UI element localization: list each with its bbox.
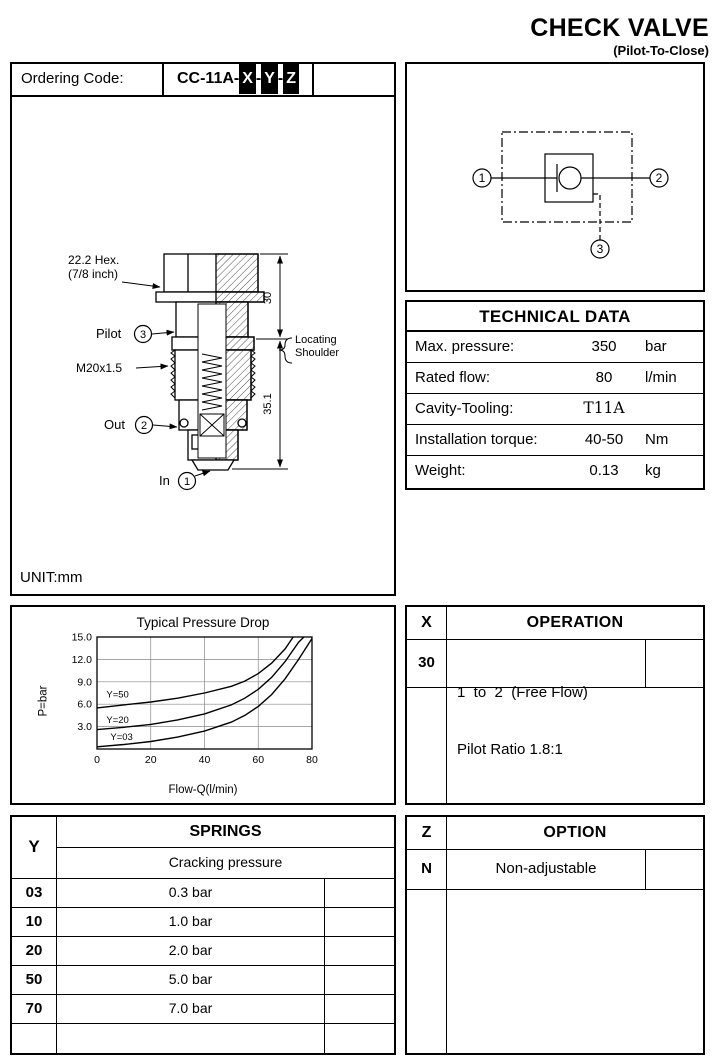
pilot-label: Pilot bbox=[96, 326, 122, 341]
page-title: CHECK VALVE bbox=[530, 14, 709, 42]
locating-shoulder-label-line1: Locating bbox=[295, 334, 337, 346]
option-title: OPTION bbox=[543, 824, 607, 841]
springs-empty-area bbox=[12, 1024, 394, 1053]
tech-unit: l/min bbox=[645, 369, 677, 386]
dimension-35-1: 35.1 bbox=[262, 393, 274, 415]
chart-x-axis-label: Flow-Q(l/min) bbox=[168, 784, 238, 796]
operation-empty-cell bbox=[645, 640, 703, 687]
out-label: Out bbox=[104, 417, 125, 432]
page-subtitle: (Pilot-To-Close) bbox=[613, 43, 709, 58]
option-empty-area bbox=[407, 890, 703, 1053]
svg-text:20: 20 bbox=[144, 754, 157, 766]
springs-column-divider bbox=[12, 1024, 57, 1053]
svg-text:40: 40 bbox=[198, 754, 211, 766]
svg-text:Y=03: Y=03 bbox=[110, 732, 133, 743]
title-block bbox=[530, 14, 709, 58]
valve-drawing-panel bbox=[10, 62, 396, 596]
table-row bbox=[12, 995, 394, 1024]
spring-code: 50 bbox=[12, 966, 57, 994]
in-port-number: 1 bbox=[183, 476, 191, 488]
table-row bbox=[12, 937, 394, 966]
spring-value: 0.3 bar bbox=[168, 884, 213, 900]
operation-description bbox=[447, 640, 645, 758]
tech-unit: bar bbox=[645, 338, 667, 355]
table-row bbox=[407, 640, 703, 758]
operation-column-key: X bbox=[407, 607, 447, 639]
valve-body-shapes bbox=[156, 254, 264, 470]
table-row bbox=[12, 908, 394, 937]
option-header-row bbox=[407, 817, 703, 850]
out-port-number: 2 bbox=[140, 420, 148, 432]
technical-data-title: TECHNICAL DATA bbox=[407, 302, 703, 332]
svg-text:3.0: 3.0 bbox=[77, 721, 92, 734]
spring-value: 1.0 bar bbox=[168, 913, 213, 929]
svg-text:Y=20: Y=20 bbox=[106, 714, 129, 726]
hex-size-label-line2: (7/8 inch) bbox=[68, 267, 119, 281]
table-row bbox=[407, 363, 703, 394]
operation-empty-area bbox=[407, 688, 703, 803]
dimension-30: 30 bbox=[262, 291, 274, 305]
tech-label: Rated flow: bbox=[415, 369, 491, 386]
spring-code: 70 bbox=[12, 995, 57, 1023]
table-row bbox=[407, 332, 703, 363]
tech-unit bbox=[645, 394, 703, 424]
thread-label: M20x1.5 bbox=[76, 361, 123, 375]
svg-text:12.0: 12.0 bbox=[71, 653, 92, 666]
unit-label: UNIT:mm bbox=[20, 569, 83, 586]
springs-subheader: Cracking pressure bbox=[168, 854, 283, 870]
spring-empty-cell bbox=[324, 908, 394, 936]
chart-title: Typical Pressure Drop bbox=[136, 615, 270, 630]
spring-empty-cell bbox=[324, 995, 394, 1023]
ordering-code-x: X bbox=[239, 64, 256, 94]
ordering-code-spacer bbox=[314, 64, 394, 95]
option-panel bbox=[405, 815, 705, 1055]
tech-value: 80 bbox=[595, 369, 613, 386]
option-column-key: Z bbox=[407, 817, 447, 849]
operation-header-row bbox=[407, 607, 703, 640]
spring-code: 20 bbox=[12, 937, 57, 965]
spring-code: 10 bbox=[12, 908, 57, 936]
tech-unit: kg bbox=[645, 462, 661, 479]
springs-header-row bbox=[12, 817, 394, 879]
symbol-port2-number: 2 bbox=[655, 171, 663, 185]
table-row bbox=[407, 850, 703, 890]
pressure-drop-chart bbox=[37, 633, 392, 779]
valve-cross-section-drawing bbox=[26, 242, 376, 512]
springs-right-divider bbox=[324, 1024, 394, 1053]
option-value: Non-adjustable bbox=[495, 860, 597, 877]
spring-empty-cell bbox=[324, 937, 394, 965]
svg-text:Y=50: Y=50 bbox=[106, 689, 129, 701]
svg-text:60: 60 bbox=[252, 754, 265, 766]
pilot-port-number: 3 bbox=[139, 329, 147, 341]
operation-column-divider bbox=[407, 688, 447, 803]
tech-value: 0.13 bbox=[589, 462, 619, 479]
tech-unit: Nm bbox=[645, 431, 669, 448]
svg-text:15.0: 15.0 bbox=[71, 633, 92, 644]
tech-value: T11A bbox=[583, 399, 625, 417]
operation-title: OPERATION bbox=[526, 614, 624, 631]
locating-shoulder-label-line2: Shoulder bbox=[295, 347, 340, 359]
option-empty-space bbox=[447, 890, 703, 1053]
table-row bbox=[12, 966, 394, 995]
in-label: In bbox=[159, 473, 170, 488]
tech-label: Weight: bbox=[415, 462, 466, 479]
springs-empty-space bbox=[57, 1024, 324, 1053]
springs-header-right bbox=[57, 817, 394, 878]
symbol-panel bbox=[405, 62, 705, 292]
spring-code: 03 bbox=[12, 879, 57, 907]
spring-value: 2.0 bar bbox=[168, 942, 213, 958]
pressure-drop-chart-panel bbox=[10, 605, 396, 805]
tech-label: Cavity-Tooling: bbox=[415, 400, 514, 417]
chart-y-axis-label: P=bar bbox=[37, 685, 50, 717]
ordering-code-sep2: - bbox=[277, 70, 284, 87]
ordering-code-z: Z bbox=[283, 64, 299, 94]
svg-text:6.0: 6.0 bbox=[77, 698, 92, 711]
option-column-divider bbox=[407, 890, 447, 1053]
spring-empty-cell bbox=[324, 879, 394, 907]
operation-code: 30 bbox=[407, 640, 447, 687]
check-ball bbox=[559, 167, 581, 189]
table-row bbox=[407, 425, 703, 456]
symbol-port1-number: 1 bbox=[478, 171, 486, 185]
ordering-code-label: Ordering Code: bbox=[12, 64, 164, 95]
hex-size-label-line1: 22.2 Hex. bbox=[68, 253, 120, 267]
springs-title: SPRINGS bbox=[57, 817, 394, 848]
option-code: N bbox=[407, 850, 447, 889]
table-row bbox=[407, 456, 703, 487]
tech-label: Installation torque: bbox=[415, 431, 538, 448]
symbol-port3-number: 3 bbox=[596, 242, 604, 256]
svg-text:80: 80 bbox=[306, 754, 318, 766]
symbol-envelope bbox=[502, 132, 632, 222]
hydraulic-symbol-drawing bbox=[407, 64, 703, 290]
spring-value: 5.0 bar bbox=[168, 971, 213, 987]
ordering-code-prefix: CC-11A- bbox=[176, 70, 240, 87]
svg-text:9.0: 9.0 bbox=[77, 676, 92, 689]
tech-label: Max. pressure: bbox=[415, 338, 515, 355]
ordering-code-sep1: - bbox=[255, 70, 262, 87]
table-row bbox=[407, 394, 703, 425]
operation-line1: 1 to 2 (Free Flow) bbox=[457, 684, 588, 701]
tech-value: 350 bbox=[591, 338, 617, 355]
tech-value: 40-50 bbox=[584, 431, 624, 448]
spring-empty-cell bbox=[324, 966, 394, 994]
svg-text:0: 0 bbox=[94, 754, 100, 766]
table-row bbox=[12, 879, 394, 908]
operation-line2: Pilot Ratio 1.8:1 bbox=[457, 741, 563, 758]
ordering-code-y: Y bbox=[261, 64, 278, 94]
operation-empty-space bbox=[447, 688, 703, 803]
springs-column-key: Y bbox=[12, 817, 57, 878]
operation-panel bbox=[405, 605, 705, 805]
option-empty-cell bbox=[645, 850, 703, 889]
spring-value: 7.0 bar bbox=[168, 1000, 213, 1016]
springs-panel bbox=[10, 815, 396, 1055]
ordering-code-value bbox=[164, 64, 314, 95]
ordering-code-bar bbox=[12, 64, 394, 97]
technical-data-panel bbox=[405, 300, 705, 490]
